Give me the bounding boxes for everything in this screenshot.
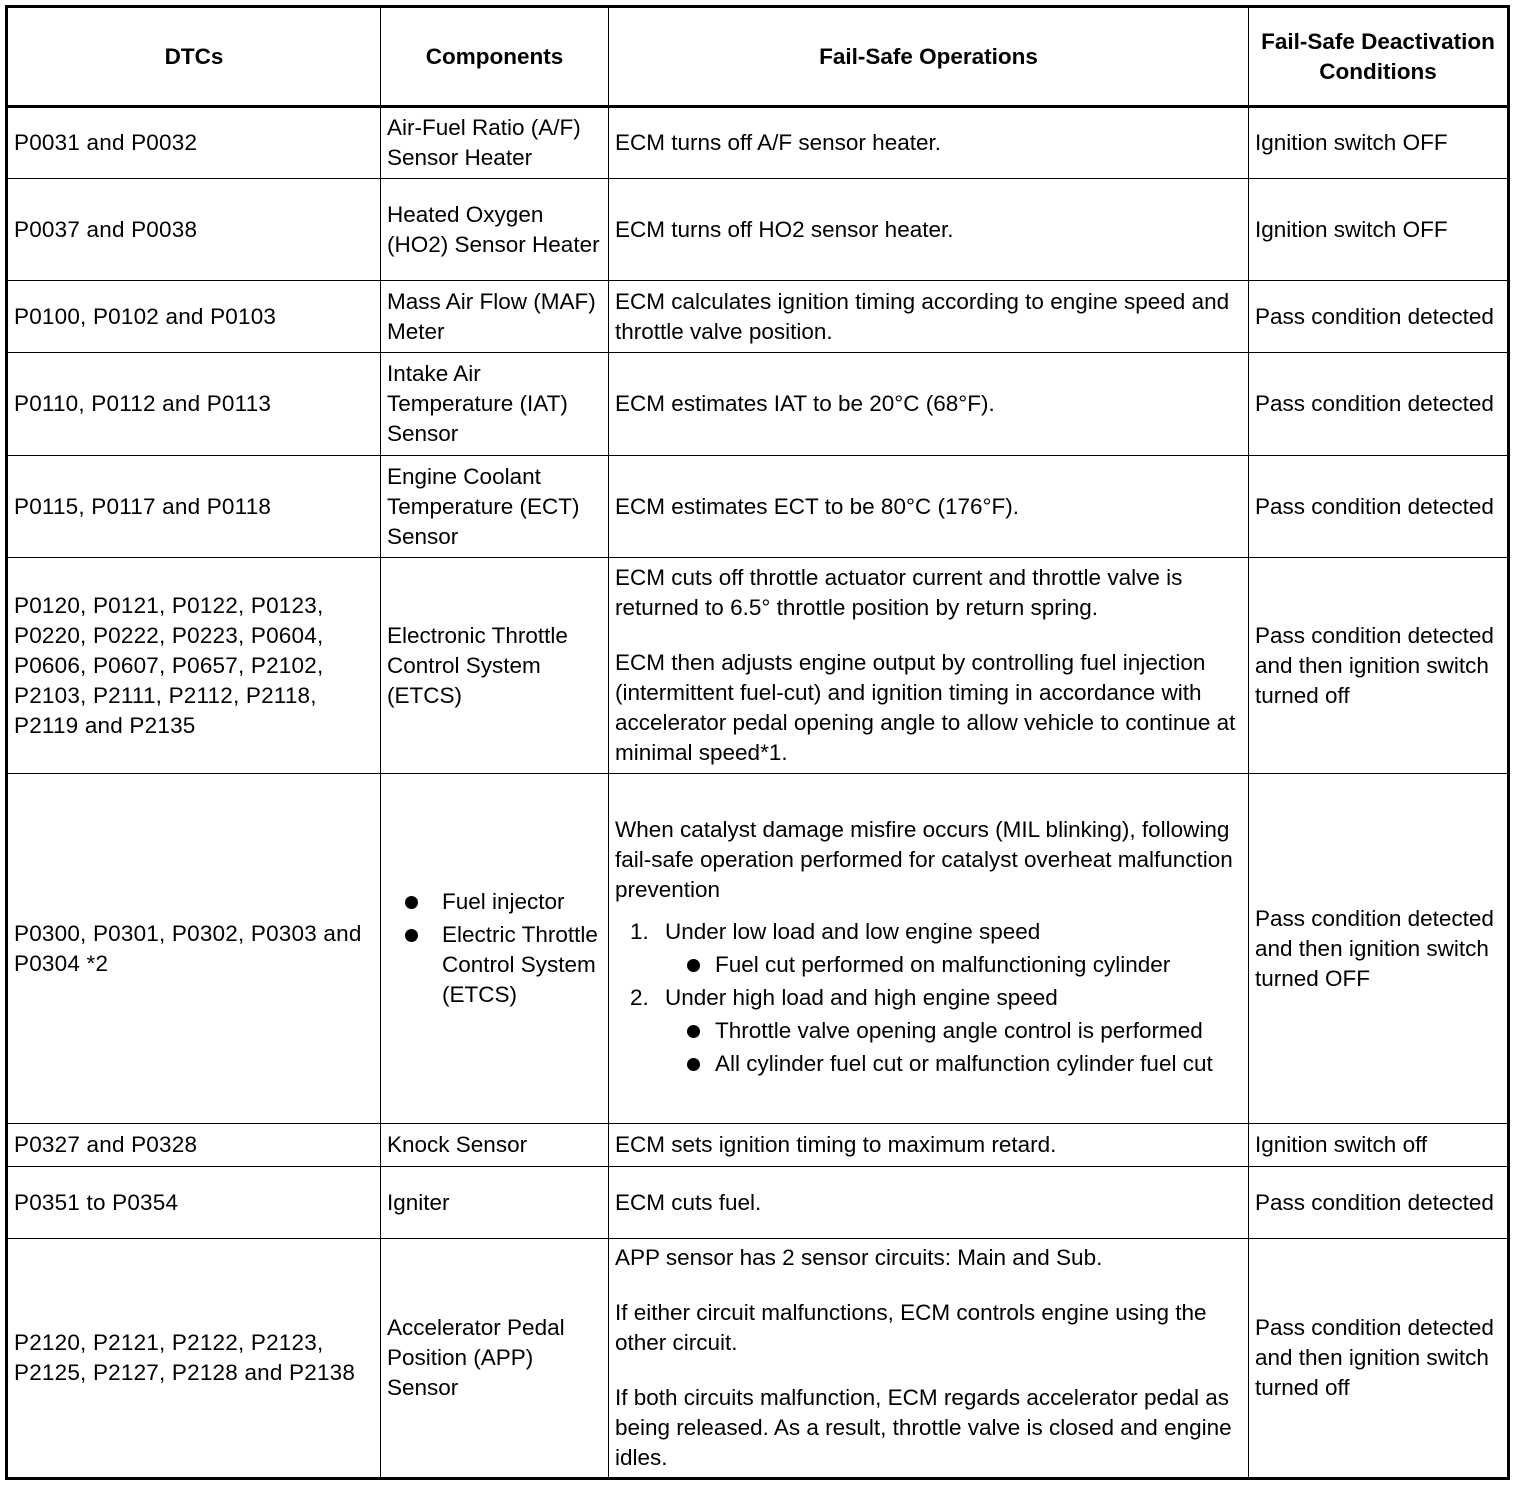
table-row — [7, 1124, 1509, 1167]
list-item — [665, 1016, 1243, 1046]
dtc-cell: P0300, P0301, P0302, P0303 and P0304 *2 — [7, 774, 381, 1124]
bullet-icon — [405, 929, 418, 942]
deactivation-cell: Pass condition detected — [1249, 281, 1509, 353]
table-row — [7, 456, 1509, 558]
dtc-cell: P0100, P0102 and P0103 — [7, 281, 381, 353]
operation-text: If either circuit malfunctions, ECM controls engine using the other circuit. — [615, 1300, 1207, 1355]
component-list — [387, 887, 603, 1010]
component-cell: Heated Oxygen (HO2) Sensor Heater — [381, 179, 609, 281]
operation-text: ECM turns off HO2 sensor heater. — [615, 216, 954, 242]
sub-list — [665, 950, 1243, 980]
fail-safe-table — [5, 5, 1510, 1480]
list-item-text: Throttle valve opening angle control is performed — [715, 1018, 1203, 1043]
table-row — [7, 179, 1509, 281]
deactivation-cell: Ignition switch OFF — [1249, 179, 1509, 281]
table-row — [7, 1167, 1509, 1239]
step-text: Under high load and high engine speed — [665, 985, 1058, 1010]
bullet-icon — [687, 959, 700, 972]
component-cell: Mass Air Flow (MAF) Meter — [381, 281, 609, 353]
deactivation-cell: Ignition switch OFF — [1249, 107, 1509, 179]
dtc-cell: P0110, P0112 and P0113 — [7, 353, 381, 456]
step-number: 2. — [630, 985, 649, 1010]
component-cell: Knock Sensor — [381, 1124, 609, 1167]
dtc-cell: P0120, P0121, P0122, P0123, P0220, P0222, P0223, P0604, P0606, P0607, P0657, P2102, P2103, P2111, P2112, P2118, P2119 and P2135 — [7, 558, 381, 774]
operation-text: ECM estimates ECT to be 80°C (176°F). — [615, 493, 1019, 519]
header-operations: Fail-Safe Operations — [609, 7, 1249, 107]
dtc-cell: P0351 to P0354 — [7, 1167, 381, 1239]
component-cell: Igniter — [381, 1167, 609, 1239]
table-row — [7, 774, 1509, 1124]
operation-cell — [609, 558, 1249, 774]
header-components: Components — [381, 7, 609, 107]
dtc-cell: P0037 and P0038 — [7, 179, 381, 281]
sub-list — [665, 1016, 1243, 1079]
operation-cell — [609, 353, 1249, 456]
dtc-cell: P0115, P0117 and P0118 — [7, 456, 381, 558]
operation-text: If both circuits malfunction, ECM regards accelerator pedal as being released. As a result, throttle valve is closed and engine idles. — [615, 1385, 1232, 1470]
operation-cell — [609, 1124, 1249, 1167]
bullet-icon — [687, 1025, 700, 1038]
table-row — [7, 107, 1509, 179]
operation-text: ECM cuts off throttle actuator current and throttle valve is returned to 6.5° throttle position by return spring. — [615, 565, 1183, 620]
deactivation-cell: Pass condition detected and then ignition switch turned OFF — [1249, 774, 1509, 1124]
dtc-cell: P0327 and P0328 — [7, 1124, 381, 1167]
operation-intro: When catalyst damage misfire occurs (MIL blinking), following fail-safe operation performed for catalyst overheat malfunction prevention — [615, 817, 1233, 902]
table-row — [7, 353, 1509, 456]
deactivation-cell: Pass condition detected and then ignition switch turned off — [1249, 1239, 1509, 1479]
operation-cell — [609, 456, 1249, 558]
table-row — [7, 558, 1509, 774]
deactivation-cell: Pass condition detected — [1249, 456, 1509, 558]
list-item — [387, 920, 603, 1010]
step-item — [615, 917, 1243, 980]
component-cell: Air-Fuel Ratio (A/F) Sensor Heater — [381, 107, 609, 179]
deactivation-cell: Ignition switch off — [1249, 1124, 1509, 1167]
list-item-text: Fuel injector — [442, 889, 565, 914]
operation-text: APP sensor has 2 sensor circuits: Main and Sub. — [615, 1245, 1103, 1270]
table-row — [7, 281, 1509, 353]
operation-cell — [609, 179, 1249, 281]
dtc-cell: P0031 and P0032 — [7, 107, 381, 179]
operation-text: ECM calculates ignition timing according to engine speed and throttle valve position. — [615, 288, 1230, 344]
list-item-text: Electric Throttle Control System (ETCS) — [442, 922, 598, 1007]
table-row — [7, 1239, 1509, 1479]
bullet-icon — [687, 1058, 700, 1071]
operation-cell — [609, 774, 1249, 1124]
operation-text: ECM estimates IAT to be 20°C (68°F). — [615, 391, 995, 416]
component-cell: Engine Coolant Temperature (ECT) Sensor — [381, 456, 609, 558]
deactivation-cell: Pass condition detected — [1249, 1167, 1509, 1239]
operation-cell — [609, 107, 1249, 179]
list-item-text: All cylinder fuel cut or malfunction cylinder fuel cut — [715, 1051, 1213, 1076]
operation-text: ECM sets ignition timing to maximum retard. — [615, 1132, 1057, 1157]
operation-cell — [609, 1239, 1249, 1479]
operation-text: ECM turns off A/F sensor heater. — [615, 130, 941, 155]
component-cell — [381, 774, 609, 1124]
component-cell: Electronic Throttle Control System (ETCS) — [381, 558, 609, 774]
deactivation-cell: Pass condition detected — [1249, 353, 1509, 456]
operation-cell — [609, 1167, 1249, 1239]
dtc-cell: P2120, P2121, P2122, P2123, P2125, P2127, P2128 and P2138 — [7, 1239, 381, 1479]
list-item-text: Fuel cut performed on malfunctioning cylinder — [715, 952, 1171, 977]
list-item — [665, 950, 1243, 980]
header-dtcs: DTCs — [7, 7, 381, 107]
operation-text: ECM then adjusts engine output by controlling fuel injection (intermittent fuel-cut) and ignition timing in accordance with accelerator pedal opening angle to allow vehicle to continue at minimal speed*1. — [615, 650, 1236, 765]
step-number: 1. — [630, 919, 649, 944]
step-list — [615, 917, 1243, 1079]
component-cell: Accelerator Pedal Position (APP) Sensor — [381, 1239, 609, 1479]
operation-cell — [609, 281, 1249, 353]
header-deactivation: Fail-Safe Deactivation Conditions — [1249, 7, 1509, 107]
list-item — [387, 887, 603, 917]
list-item — [665, 1049, 1243, 1079]
bullet-icon — [405, 896, 418, 909]
operation-text: ECM cuts fuel. — [615, 1189, 762, 1215]
step-item — [615, 983, 1243, 1079]
step-text: Under low load and low engine speed — [665, 919, 1041, 944]
component-cell: Intake Air Temperature (IAT) Sensor — [381, 353, 609, 456]
deactivation-cell: Pass condition detected and then ignition switch turned off — [1249, 558, 1509, 774]
header-row — [7, 7, 1509, 107]
